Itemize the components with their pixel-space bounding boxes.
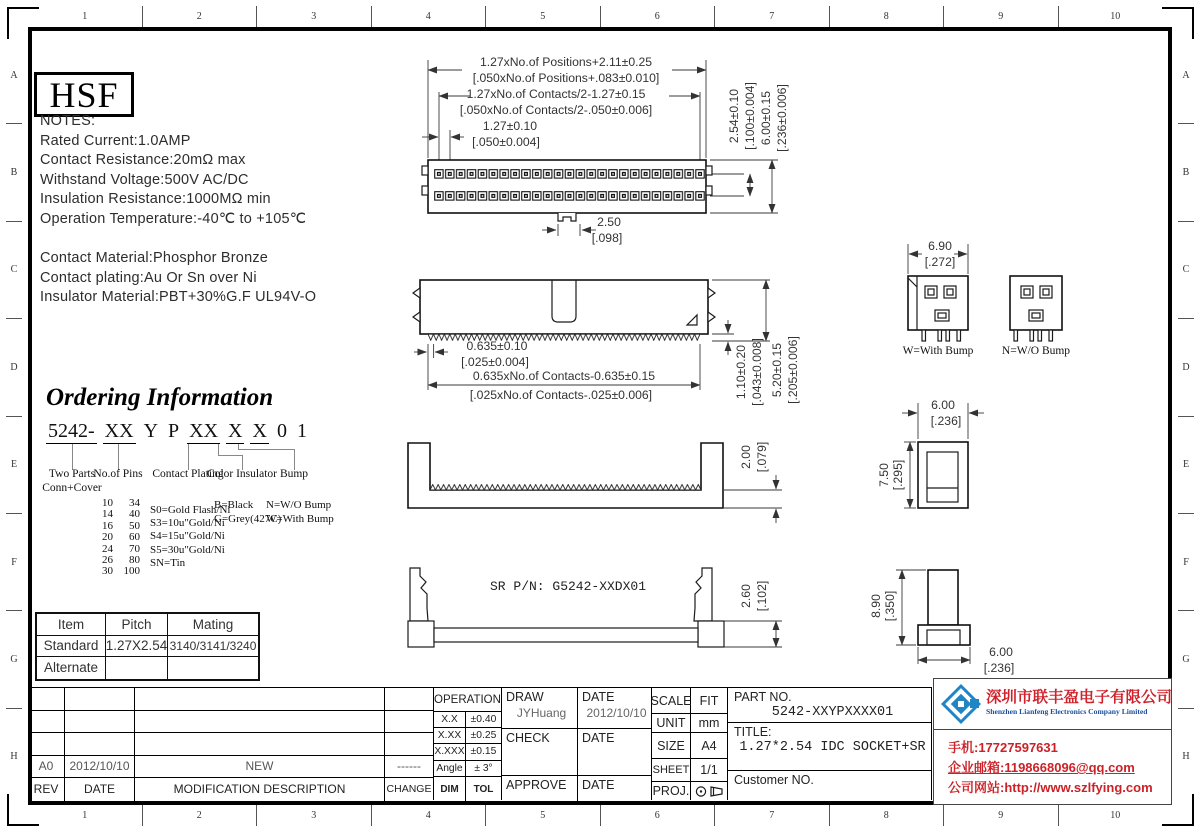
note-line: Contact Material:Phosphor Bronze [40, 250, 269, 266]
dim-label: [.050±0.004] [472, 135, 540, 149]
rev-header: CHANGE [386, 783, 432, 796]
dim-label: 5.20±0.15 [770, 342, 784, 398]
top-view-drawing [398, 52, 798, 252]
notes-title: NOTES: [40, 113, 96, 129]
zone-label: 2 [143, 805, 258, 826]
side-view-drawing [398, 262, 810, 430]
zone-label: B [6, 124, 22, 221]
code-pins: XX [104, 420, 134, 442]
rev-header: DATE [65, 778, 135, 801]
pins-row: 26 80 [102, 553, 140, 566]
rev-header: MODIFICATION DESCRIPTION [135, 778, 385, 801]
cap-body [918, 442, 968, 508]
zone-label: H [10, 751, 18, 763]
zone-label: 8 [830, 6, 945, 27]
rev-date: 2012/10/10 [65, 756, 135, 779]
spec-cell [106, 657, 168, 679]
dim-label: 6.90 [928, 239, 952, 253]
dim-label: 6.00±0.15 [759, 90, 773, 146]
unit-label: UNIT [652, 714, 691, 732]
spec-cell: Alternate [37, 657, 106, 679]
dim-label: [.236±0.006] [775, 84, 789, 152]
zone-label: 10 [1110, 810, 1121, 821]
zone-label: 9 [944, 6, 1059, 27]
tolerance-row: X.XXX ±0.15 [434, 744, 501, 760]
rev-id: A0 [28, 756, 65, 779]
unit-value: mm [698, 716, 720, 730]
leader-line [218, 455, 243, 456]
end-view-with-bump [908, 276, 968, 341]
sheet-label: SHEET [652, 759, 691, 781]
zone-label: B [1178, 124, 1194, 221]
zone-label: E [1178, 417, 1194, 514]
zone-label: 5 [486, 805, 601, 826]
spec-header: Item [37, 614, 106, 636]
check-label: CHECK [502, 729, 578, 775]
dim-label: 0.635±0.10 [466, 339, 528, 353]
code-y: Y [143, 420, 159, 442]
top-view-body [422, 160, 712, 221]
company-email: 企业邮箱:1198668096@qq.com [948, 760, 1135, 775]
tolerance-header: OPERATION [434, 688, 501, 712]
part-no-label: PART NO. [734, 690, 792, 704]
cap-end-view-drawing [872, 395, 1032, 545]
leader-line [188, 444, 189, 470]
ordering-code [46, 420, 315, 444]
plating-option: S5=30u"Gold/Ni [150, 543, 225, 556]
company-name-cn: 深圳市联丰盈电子有限公司 [986, 689, 1173, 706]
dim-label: [.025xNo.of Contacts-.025±0.006] [469, 388, 653, 402]
rev-description: NEW [135, 756, 385, 779]
spec-table [35, 612, 260, 681]
zone-label: 10 [1110, 11, 1121, 22]
zone-label: E [6, 417, 22, 514]
dim-label: [.043±0.008] [750, 338, 764, 406]
code-0: 0 [276, 420, 287, 442]
pins-row: 14 40 [102, 508, 140, 521]
channel-body [408, 443, 723, 508]
zone-label: 1 [28, 805, 143, 826]
zone-label: D [6, 319, 22, 416]
zone-label: 7 [715, 805, 830, 826]
dim-label: 1.27xNo.of Positions+2.11±0.25 [479, 55, 653, 69]
zone-label: 8 [830, 805, 945, 826]
plating-option: S4=15u"Gold/Ni [150, 530, 225, 543]
draw-label: DRAW [506, 690, 544, 704]
note-line: Insulation Resistance:1000MΩ min [40, 191, 271, 207]
draw-date-label: DATE [582, 690, 615, 704]
code-p: P [168, 420, 180, 442]
notes-block [40, 112, 370, 308]
tolerance-row: X.X ±0.40 [434, 712, 501, 728]
title-label: TITLE: [734, 725, 772, 739]
customer-no-label: Customer NO. [734, 773, 814, 787]
plating-option: S3=10u"Gold/Ni [150, 517, 225, 530]
ruler-top [28, 6, 1172, 27]
pins-row: 30 100 [102, 565, 140, 578]
approve-date-label: DATE [582, 778, 615, 792]
zone-label: 4 [372, 805, 487, 826]
dim-label: [.272] [924, 255, 956, 269]
dim-label: [.098] [591, 231, 623, 245]
post-body [918, 570, 970, 645]
company-contact [934, 730, 1171, 798]
group-sub-two-parts: Conn+Cover [42, 482, 102, 494]
dim-label: 8.90 [869, 594, 883, 618]
company-header [934, 679, 1171, 730]
tolerance-table [434, 687, 502, 800]
leader-line [238, 449, 295, 450]
zone-label: F [6, 514, 22, 611]
dim-label: 2.54±0.10 [727, 88, 741, 144]
side-view-body [413, 280, 715, 341]
color-option: B=Black [214, 499, 254, 511]
group-label-two-parts: Two Parts [48, 468, 96, 480]
channel-view-drawing [398, 425, 798, 543]
zone-label: 4 [372, 6, 487, 27]
sheet-value: 1/1 [700, 763, 718, 777]
dim-label: [.295] [891, 459, 905, 491]
ruler-bottom [28, 805, 1172, 826]
zone-label: C [1178, 222, 1194, 319]
sr-dim-lines [724, 621, 782, 647]
pins-row: 24 70 [102, 542, 140, 555]
zone-label: D [1178, 319, 1194, 416]
ordering-information [38, 384, 370, 594]
zone-label: G [1178, 611, 1194, 708]
code-series: 5242- [48, 420, 95, 442]
code-plating: XX [189, 420, 219, 442]
bump-options [266, 498, 334, 526]
note-line: Contact Resistance:20mΩ max [40, 152, 246, 168]
note-line: Insulator Material:PBT+30%G.F UL94V-O [40, 289, 317, 305]
zone-label: A [1178, 27, 1194, 124]
dim-label: 2.00 [739, 445, 753, 469]
leader-line [294, 449, 295, 470]
end-views-drawing [878, 238, 1118, 374]
part-no-value: 5242-XXYPXXXX01 [771, 705, 894, 720]
dim-label: [.236] [930, 414, 962, 428]
spec-cell: Standard [37, 636, 106, 658]
company-name-en: Shenzhen Lianfeng Electronics Company Limited [986, 707, 1148, 716]
channel-serration [430, 484, 701, 490]
dim-label: [.100±0.004] [743, 82, 757, 150]
scale-label: SCALE [652, 688, 691, 713]
scale-value: FIT [699, 693, 719, 708]
zone-label: C [6, 222, 22, 319]
contact-row [434, 169, 706, 179]
pins-row: 10 34 [102, 497, 140, 509]
without-bump-label: N=W/O Bump [1001, 345, 1071, 357]
note-line: Contact plating:Au Or Sn over Ni [40, 269, 257, 286]
dim-label: 6.00 [989, 645, 1013, 659]
group-label-pins: No.of Pins [93, 468, 143, 480]
polarizing-notch [558, 213, 576, 221]
leader-line [72, 444, 73, 470]
tolerance-row: Angle ± 3° [434, 761, 501, 777]
spec-header: Pitch [106, 614, 168, 636]
zone-label: 7 [715, 6, 830, 27]
zone-label: 3 [257, 805, 372, 826]
spec-header: Mating [168, 614, 258, 636]
channel-dim-lines [723, 475, 782, 523]
dim-label: 6.00 [931, 398, 955, 412]
group-label-plating: Contact Plating [152, 468, 224, 480]
note-line: Rated Current:1.0AMP [40, 132, 191, 149]
rev-header: REV [28, 778, 65, 801]
dim-label: 1.27±0.10 [482, 119, 538, 133]
pins-row: 20 60 [102, 531, 140, 544]
zone-label: 9 [944, 805, 1059, 826]
color-option: G=Grey(427C) [214, 513, 282, 525]
ordering-title: Ordering Information [46, 384, 274, 411]
dim-label: [.050xNo.of Contacts/2-.050±0.006] [459, 103, 653, 117]
with-bump-label: W=With Bump [902, 345, 974, 357]
tolerance-row: X.XX ±0.25 [434, 728, 501, 744]
zone-label: 6 [601, 6, 716, 27]
post-end-view-drawing [862, 548, 1042, 688]
spec-cell [168, 657, 258, 679]
dim-label: [.025±0.004] [461, 355, 529, 369]
plating-option: S0=Gold Flash/Ni [150, 504, 231, 516]
rev-change: ------ [385, 756, 433, 779]
tolerance-row: DIM TOL [434, 777, 501, 803]
signoff-block [502, 687, 652, 800]
zone-label: 5 [486, 6, 601, 27]
dim-label: 2.50 [597, 215, 621, 229]
dim-label: 1.27xNo.of Contacts/2-1.27±0.15 [466, 87, 646, 101]
draw-name: JYHuang [516, 706, 567, 720]
pins-row: 16 50 [102, 519, 140, 532]
company-website: 公司网站:http://www.szlfying.com [948, 780, 1153, 795]
title-value: 1.27*2.54 IDC SOCKET+SR [739, 740, 926, 755]
zone-label: H [1182, 751, 1190, 763]
company-card [933, 678, 1172, 805]
dim-label: 7.50 [877, 463, 891, 487]
code-color: X [228, 420, 243, 442]
dim-label: 1.10±0.20 [734, 344, 748, 400]
ruler-right [1178, 27, 1194, 805]
code-1: 1 [296, 420, 307, 442]
leader-line [118, 444, 119, 470]
end-view-without-bump [1010, 276, 1062, 341]
draw-date: 2012/10/10 [586, 706, 647, 720]
group-label-color: Color Insulator [207, 468, 277, 480]
projection-label: PROJ. [652, 784, 690, 798]
zone-label: 2 [143, 6, 258, 27]
check-date-label: DATE [582, 731, 615, 745]
group-label-bump: Bump [279, 468, 309, 480]
revision-table [28, 687, 434, 800]
ruler-left [6, 27, 22, 805]
size-value: A4 [701, 738, 717, 753]
spec-cell: 1.27X2.54 [106, 636, 168, 658]
zone-label: 3 [257, 6, 372, 27]
pins-list [83, 498, 143, 578]
part-block [728, 687, 932, 800]
dim-label: [.079] [755, 441, 769, 473]
code-bump: X [252, 420, 267, 442]
company-logo-text: HSF [34, 72, 134, 117]
note-line: Operation Temperature:-40℃ to +105℃ [40, 210, 307, 227]
dim-label: 2.60 [739, 584, 753, 608]
note-line: Withstand Voltage:500V AC/DC [40, 171, 249, 188]
size-label: SIZE [652, 733, 691, 758]
bump-option: N=W/O Bump [266, 499, 332, 511]
company-phone: 手机:17727597631 [948, 740, 1058, 755]
third-angle-projection-icon [694, 784, 724, 799]
dim-label: [.102] [755, 580, 769, 612]
info-block [652, 687, 728, 800]
dim-label: [.050xNo.of Positions+.083±0.010] [472, 71, 660, 85]
approve-label: APPROVE [502, 776, 578, 801]
zone-label: 6 [601, 805, 716, 826]
zone-label: G [6, 611, 22, 708]
spec-cell: 3140/3141/3240 [168, 636, 258, 658]
sr-part-number: SR P/N: G5242-XXDX01 [489, 579, 647, 594]
contact-row [434, 191, 706, 201]
zone-label: F [1178, 514, 1194, 611]
dim-label: [.236] [983, 661, 1015, 675]
dim-label: 0.635xNo.of Contacts-0.635±0.15 [472, 369, 656, 383]
bump-option: W=With Bump [266, 513, 334, 525]
plating-option: SN=Tin [150, 556, 186, 569]
company-logo-icon [939, 682, 983, 726]
dim-label: [.205±0.006] [786, 336, 800, 404]
zone-label: A [6, 27, 22, 124]
zone-label: 1 [28, 6, 143, 27]
sr-view-drawing [398, 548, 798, 660]
dim-label: [.350] [883, 590, 897, 622]
